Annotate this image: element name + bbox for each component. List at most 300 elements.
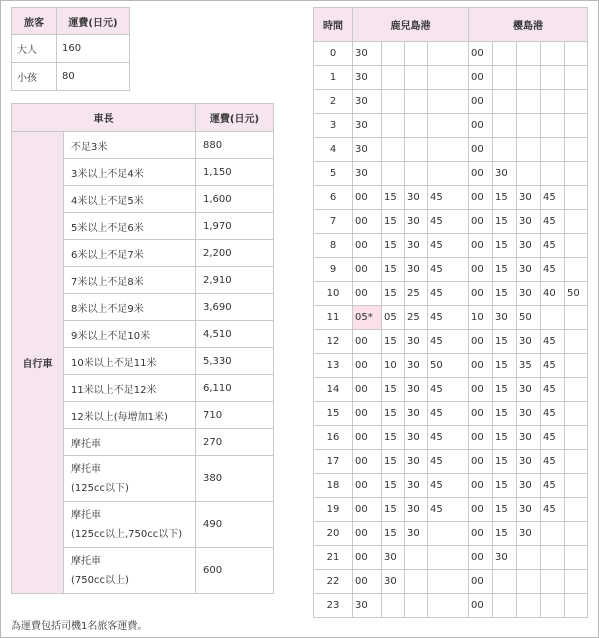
sakurajima-departure: 00 [469, 42, 493, 66]
kagoshima-departure: 45 [428, 186, 469, 210]
vehicle-fare: 4,510 [196, 321, 274, 348]
sakurajima-departure [565, 162, 588, 186]
kagoshima-departure [382, 42, 405, 66]
schedule-hour: 20 [314, 522, 353, 546]
vehicle-fare: 490 [196, 502, 274, 548]
sakurajima-departure: 30 [517, 522, 541, 546]
table-row [314, 546, 588, 570]
kagoshima-departure [405, 42, 428, 66]
kagoshima-departure: 30 [405, 186, 428, 210]
kagoshima-departure: 00 [353, 546, 382, 570]
table-row [314, 138, 588, 162]
vehicle-length-line: 摩托車 [71, 463, 101, 475]
table-row [314, 498, 588, 522]
sakurajima-departure [541, 90, 565, 114]
passenger-type: 小孩 [12, 63, 57, 91]
ferry-schedule-table [313, 7, 588, 618]
sakurajima-departure: 30 [493, 546, 517, 570]
sakurajima-departure: 45 [541, 402, 565, 426]
sakurajima-departure [541, 570, 565, 594]
sakurajima-departure: 00 [469, 426, 493, 450]
schedule-hour: 3 [314, 114, 353, 138]
vehicle-fare: 880 [196, 132, 274, 159]
sakurajima-departure [493, 42, 517, 66]
table-row [314, 450, 588, 474]
sakurajima-departure [493, 66, 517, 90]
sakurajima-departure [493, 570, 517, 594]
sakurajima-departure [565, 570, 588, 594]
sakurajima-departure: 30 [517, 474, 541, 498]
sakurajima-departure: 15 [493, 186, 517, 210]
sakurajima-departure: 00 [469, 594, 493, 618]
vehicle-fare: 600 [196, 548, 274, 594]
sakurajima-departure: 45 [541, 330, 565, 354]
schedule-hour: 6 [314, 186, 353, 210]
kagoshima-departure: 30 [353, 162, 382, 186]
sakurajima-departure [565, 402, 588, 426]
kagoshima-departure: 00 [353, 474, 382, 498]
table-row [314, 210, 588, 234]
kagoshima-departure: 45 [428, 282, 469, 306]
kagoshima-departure: 30 [353, 138, 382, 162]
vehicle-length-line: (125cc以上,750cc以下) [71, 528, 183, 540]
sakurajima-departure: 45 [541, 210, 565, 234]
schedule-header-hour: 時間 [314, 8, 353, 42]
sakurajima-departure [565, 138, 588, 162]
kagoshima-departure [405, 162, 428, 186]
vehicle-fare-table [11, 103, 274, 594]
kagoshima-departure: 15 [382, 330, 405, 354]
kagoshima-departure [382, 90, 405, 114]
kagoshima-departure: 50 [428, 354, 469, 378]
kagoshima-departure: 00 [353, 402, 382, 426]
schedule-hour: 19 [314, 498, 353, 522]
kagoshima-departure: 45 [428, 450, 469, 474]
schedule-hour: 5 [314, 162, 353, 186]
sakurajima-departure: 00 [469, 570, 493, 594]
sakurajima-departure: 00 [469, 354, 493, 378]
sakurajima-departure [517, 66, 541, 90]
kagoshima-departure [382, 138, 405, 162]
sakurajima-departure: 15 [493, 498, 517, 522]
sakurajima-departure: 30 [493, 162, 517, 186]
kagoshima-departure: 15 [382, 498, 405, 522]
sakurajima-departure: 30 [493, 306, 517, 330]
vehicle-fare: 1,600 [196, 186, 274, 213]
schedule-hour: 2 [314, 90, 353, 114]
kagoshima-departure: 00 [353, 330, 382, 354]
sakurajima-departure: 00 [469, 402, 493, 426]
kagoshima-departure: 15 [382, 258, 405, 282]
kagoshima-departure [405, 138, 428, 162]
passenger-fare: 80 [57, 63, 130, 91]
sakurajima-departure [565, 522, 588, 546]
kagoshima-departure: 15 [382, 426, 405, 450]
kagoshima-departure: 15 [382, 450, 405, 474]
kagoshima-departure [428, 42, 469, 66]
kagoshima-departure: 10 [382, 354, 405, 378]
vehicle-length: 9米以上不足10米 [64, 321, 196, 348]
sakurajima-departure [565, 66, 588, 90]
sakurajima-departure: 30 [517, 402, 541, 426]
sakurajima-departure [541, 138, 565, 162]
sakurajima-departure [565, 426, 588, 450]
schedule-hour: 4 [314, 138, 353, 162]
kagoshima-departure: 00 [353, 258, 382, 282]
schedule-header-kagoshima: 鹿兒島港 [353, 8, 469, 42]
sakurajima-departure [517, 570, 541, 594]
kagoshima-departure: 30 [405, 474, 428, 498]
sakurajima-departure [493, 594, 517, 618]
schedule-hour: 12 [314, 330, 353, 354]
vehicle-length: 6米以上不足7米 [64, 240, 196, 267]
sakurajima-departure: 00 [469, 282, 493, 306]
vehicle-fare: 380 [196, 456, 274, 502]
sakurajima-departure: 10 [469, 306, 493, 330]
vehicle-length-line: (125cc以下) [71, 482, 129, 494]
kagoshima-departure: 30 [353, 114, 382, 138]
sakurajima-departure [565, 450, 588, 474]
kagoshima-departure: 45 [428, 402, 469, 426]
sakurajima-departure: 45 [541, 354, 565, 378]
kagoshima-departure: 15 [382, 474, 405, 498]
fare-note: 為運費包括司機1名旅客運費。 [11, 621, 148, 632]
kagoshima-departure: 00 [353, 498, 382, 522]
sakurajima-departure [565, 306, 588, 330]
kagoshima-departure: 45 [428, 498, 469, 522]
kagoshima-departure: 25 [405, 306, 428, 330]
vehicle-length: 11米以上不足12米 [64, 375, 196, 402]
kagoshima-departure: 45 [428, 258, 469, 282]
schedule-hour: 21 [314, 546, 353, 570]
sakurajima-departure: 45 [541, 474, 565, 498]
kagoshima-departure: 30 [382, 546, 405, 570]
passenger-type: 大人 [12, 35, 57, 63]
kagoshima-departure [405, 66, 428, 90]
kagoshima-departure: 30 [405, 330, 428, 354]
kagoshima-departure: 30 [353, 594, 382, 618]
sakurajima-departure: 15 [493, 378, 517, 402]
sakurajima-departure [565, 546, 588, 570]
table-row [314, 330, 588, 354]
table-row [314, 378, 588, 402]
sakurajima-departure [493, 114, 517, 138]
sakurajima-departure [541, 522, 565, 546]
kagoshima-departure: 30 [382, 570, 405, 594]
table-row [314, 354, 588, 378]
sakurajima-departure [517, 546, 541, 570]
sakurajima-departure: 00 [469, 522, 493, 546]
kagoshima-departure [428, 162, 469, 186]
sakurajima-departure [565, 330, 588, 354]
kagoshima-departure: 30 [405, 450, 428, 474]
vehicle-fare: 710 [196, 402, 274, 429]
sakurajima-departure: 45 [541, 426, 565, 450]
kagoshima-departure: 15 [382, 402, 405, 426]
sakurajima-departure [517, 90, 541, 114]
fare-header-row [12, 104, 274, 132]
sakurajima-departure [517, 138, 541, 162]
vehicle-fare: 3,690 [196, 294, 274, 321]
vehicle-length: 摩托車 [64, 429, 196, 456]
sakurajima-departure: 15 [493, 450, 517, 474]
table-row [314, 402, 588, 426]
table-row [314, 114, 588, 138]
sakurajima-departure [565, 258, 588, 282]
vehicle-fare: 6,110 [196, 375, 274, 402]
schedule-hour: 22 [314, 570, 353, 594]
schedule-hour: 1 [314, 66, 353, 90]
sakurajima-departure: 30 [517, 186, 541, 210]
sakurajima-departure: 35 [517, 354, 541, 378]
sakurajima-departure [565, 210, 588, 234]
table-row [314, 162, 588, 186]
kagoshima-departure: 45 [428, 330, 469, 354]
table-row [314, 66, 588, 90]
sakurajima-departure: 30 [517, 234, 541, 258]
sakurajima-departure: 00 [469, 258, 493, 282]
kagoshima-departure [428, 138, 469, 162]
sakurajima-departure: 15 [493, 522, 517, 546]
kagoshima-departure [428, 522, 469, 546]
fare-body [12, 132, 274, 594]
sakurajima-departure: 45 [541, 234, 565, 258]
sakurajima-departure [565, 354, 588, 378]
sakurajima-departure: 30 [517, 378, 541, 402]
passenger-header-row [12, 8, 130, 35]
vehicle-fare: 1,970 [196, 213, 274, 240]
schedule-header-sakurajima: 櫻島港 [469, 8, 588, 42]
kagoshima-departure: 15 [382, 234, 405, 258]
sakurajima-departure: 45 [541, 186, 565, 210]
kagoshima-departure: 30 [405, 378, 428, 402]
sakurajima-departure [565, 42, 588, 66]
sakurajima-departure: 15 [493, 330, 517, 354]
table-row [314, 522, 588, 546]
sakurajima-departure [565, 186, 588, 210]
sakurajima-departure: 30 [517, 450, 541, 474]
kagoshima-departure: 00 [353, 522, 382, 546]
fare-category: 自行車 [12, 132, 64, 594]
vehicle-fare: 1,150 [196, 159, 274, 186]
vehicle-length: 12米以上(每增加1米) [64, 402, 196, 429]
kagoshima-departure: 30 [353, 42, 382, 66]
kagoshima-departure: 30 [405, 402, 428, 426]
sakurajima-departure [541, 114, 565, 138]
sakurajima-departure: 00 [469, 66, 493, 90]
table-row [314, 42, 588, 66]
vehicle-length: 4米以上不足5米 [64, 186, 196, 213]
kagoshima-departure: 30 [353, 90, 382, 114]
kagoshima-departure: 30 [405, 426, 428, 450]
fare-header-fare: 運費(日元) [196, 104, 274, 132]
sakurajima-departure: 15 [493, 234, 517, 258]
table-row [314, 474, 588, 498]
sakurajima-departure: 15 [493, 210, 517, 234]
vehicle-fare: 2,200 [196, 240, 274, 267]
vehicle-fare: 5,330 [196, 348, 274, 375]
table-row [314, 234, 588, 258]
sakurajima-departure [565, 474, 588, 498]
kagoshima-departure: 30 [405, 498, 428, 522]
vehicle-length: 5米以上不足6米 [64, 213, 196, 240]
kagoshima-departure: 45 [428, 474, 469, 498]
sakurajima-departure [517, 162, 541, 186]
sakurajima-departure: 45 [541, 498, 565, 522]
table-row [314, 282, 588, 306]
kagoshima-departure [382, 594, 405, 618]
kagoshima-departure: 00 [353, 282, 382, 306]
kagoshima-departure [405, 594, 428, 618]
table-row [314, 258, 588, 282]
kagoshima-departure [428, 114, 469, 138]
sakurajima-departure [493, 138, 517, 162]
schedule-hour: 16 [314, 426, 353, 450]
kagoshima-departure: 15 [382, 282, 405, 306]
vehicle-length: 8米以上不足9米 [64, 294, 196, 321]
kagoshima-departure [428, 570, 469, 594]
kagoshima-departure: 30 [405, 354, 428, 378]
passenger-fare-table [11, 7, 130, 91]
kagoshima-departure [382, 114, 405, 138]
kagoshima-departure: 05* [353, 306, 382, 330]
sakurajima-departure: 15 [493, 354, 517, 378]
vehicle-length-line: 摩托車 [71, 509, 101, 521]
schedule-hour: 14 [314, 378, 353, 402]
sakurajima-departure: 15 [493, 402, 517, 426]
kagoshima-departure: 30 [405, 210, 428, 234]
vehicle-length [64, 456, 196, 502]
table-row [314, 426, 588, 450]
sakurajima-departure: 40 [541, 282, 565, 306]
kagoshima-departure: 00 [353, 378, 382, 402]
kagoshima-departure: 45 [428, 234, 469, 258]
kagoshima-departure: 45 [428, 378, 469, 402]
vehicle-length: 不足3米 [64, 132, 196, 159]
sakurajima-departure: 00 [469, 234, 493, 258]
kagoshima-departure: 25 [405, 282, 428, 306]
kagoshima-departure: 30 [405, 522, 428, 546]
kagoshima-departure [382, 162, 405, 186]
kagoshima-departure: 45 [428, 426, 469, 450]
kagoshima-departure: 00 [353, 570, 382, 594]
sakurajima-departure: 00 [469, 90, 493, 114]
kagoshima-departure: 15 [382, 522, 405, 546]
schedule-body [314, 42, 588, 618]
schedule-hour: 18 [314, 474, 353, 498]
sakurajima-departure: 30 [517, 426, 541, 450]
sakurajima-departure [493, 90, 517, 114]
sakurajima-departure: 00 [469, 330, 493, 354]
sakurajima-departure: 30 [517, 498, 541, 522]
schedule-header-row [314, 8, 588, 42]
schedule-hour: 10 [314, 282, 353, 306]
kagoshima-departure: 45 [428, 306, 469, 330]
sakurajima-departure: 00 [469, 498, 493, 522]
sakurajima-departure: 00 [469, 138, 493, 162]
sakurajima-departure: 30 [517, 258, 541, 282]
sakurajima-departure [517, 594, 541, 618]
table-row [12, 63, 130, 91]
schedule-hour: 7 [314, 210, 353, 234]
kagoshima-departure: 30 [353, 66, 382, 90]
kagoshima-departure [405, 546, 428, 570]
table-row [12, 35, 130, 63]
sakurajima-departure [565, 378, 588, 402]
sakurajima-departure: 50 [565, 282, 588, 306]
sakurajima-departure: 00 [469, 378, 493, 402]
schedule-hour: 9 [314, 258, 353, 282]
vehicle-length-line: (750cc以上) [71, 574, 129, 586]
sakurajima-departure [541, 162, 565, 186]
kagoshima-departure: 00 [353, 234, 382, 258]
sakurajima-departure: 00 [469, 474, 493, 498]
passenger-header-fare: 運費(日元) [57, 8, 130, 35]
schedule-hour: 8 [314, 234, 353, 258]
vehicle-fare: 270 [196, 429, 274, 456]
kagoshima-departure: 00 [353, 210, 382, 234]
sakurajima-departure: 15 [493, 474, 517, 498]
kagoshima-departure: 15 [382, 378, 405, 402]
kagoshima-departure [405, 114, 428, 138]
sakurajima-departure [517, 114, 541, 138]
kagoshima-departure: 45 [428, 210, 469, 234]
sakurajima-departure: 30 [517, 210, 541, 234]
sakurajima-departure [565, 594, 588, 618]
vehicle-fare: 2,910 [196, 267, 274, 294]
sakurajima-departure: 00 [469, 546, 493, 570]
sakurajima-departure: 30 [517, 282, 541, 306]
sakurajima-departure: 45 [541, 378, 565, 402]
schedule-hour: 13 [314, 354, 353, 378]
table-row [314, 90, 588, 114]
kagoshima-departure: 30 [405, 234, 428, 258]
sakurajima-departure: 00 [469, 186, 493, 210]
sakurajima-departure: 45 [541, 258, 565, 282]
sakurajima-departure [541, 546, 565, 570]
kagoshima-departure [428, 546, 469, 570]
sakurajima-departure [541, 594, 565, 618]
kagoshima-departure: 30 [405, 258, 428, 282]
vehicle-length: 10米以上不足11米 [64, 348, 196, 375]
sakurajima-departure [541, 306, 565, 330]
kagoshima-departure [428, 90, 469, 114]
schedule-hour: 11 [314, 306, 353, 330]
schedule-hour: 15 [314, 402, 353, 426]
kagoshima-departure [382, 66, 405, 90]
sakurajima-departure: 15 [493, 282, 517, 306]
table-row [314, 594, 588, 618]
sakurajima-departure: 00 [469, 114, 493, 138]
kagoshima-departure [428, 66, 469, 90]
kagoshima-departure: 00 [353, 186, 382, 210]
sakurajima-departure: 30 [517, 330, 541, 354]
schedule-hour: 0 [314, 42, 353, 66]
schedule-hour: 17 [314, 450, 353, 474]
sakurajima-departure [565, 234, 588, 258]
sakurajima-departure: 00 [469, 450, 493, 474]
sakurajima-departure: 50 [517, 306, 541, 330]
vehicle-length: 3米以上不足4米 [64, 159, 196, 186]
sakurajima-departure: 00 [469, 162, 493, 186]
sakurajima-departure [517, 42, 541, 66]
sakurajima-departure: 15 [493, 258, 517, 282]
sakurajima-departure [565, 114, 588, 138]
schedule-hour: 23 [314, 594, 353, 618]
kagoshima-departure: 00 [353, 450, 382, 474]
sakurajima-departure: 15 [493, 426, 517, 450]
sakurajima-departure [541, 66, 565, 90]
